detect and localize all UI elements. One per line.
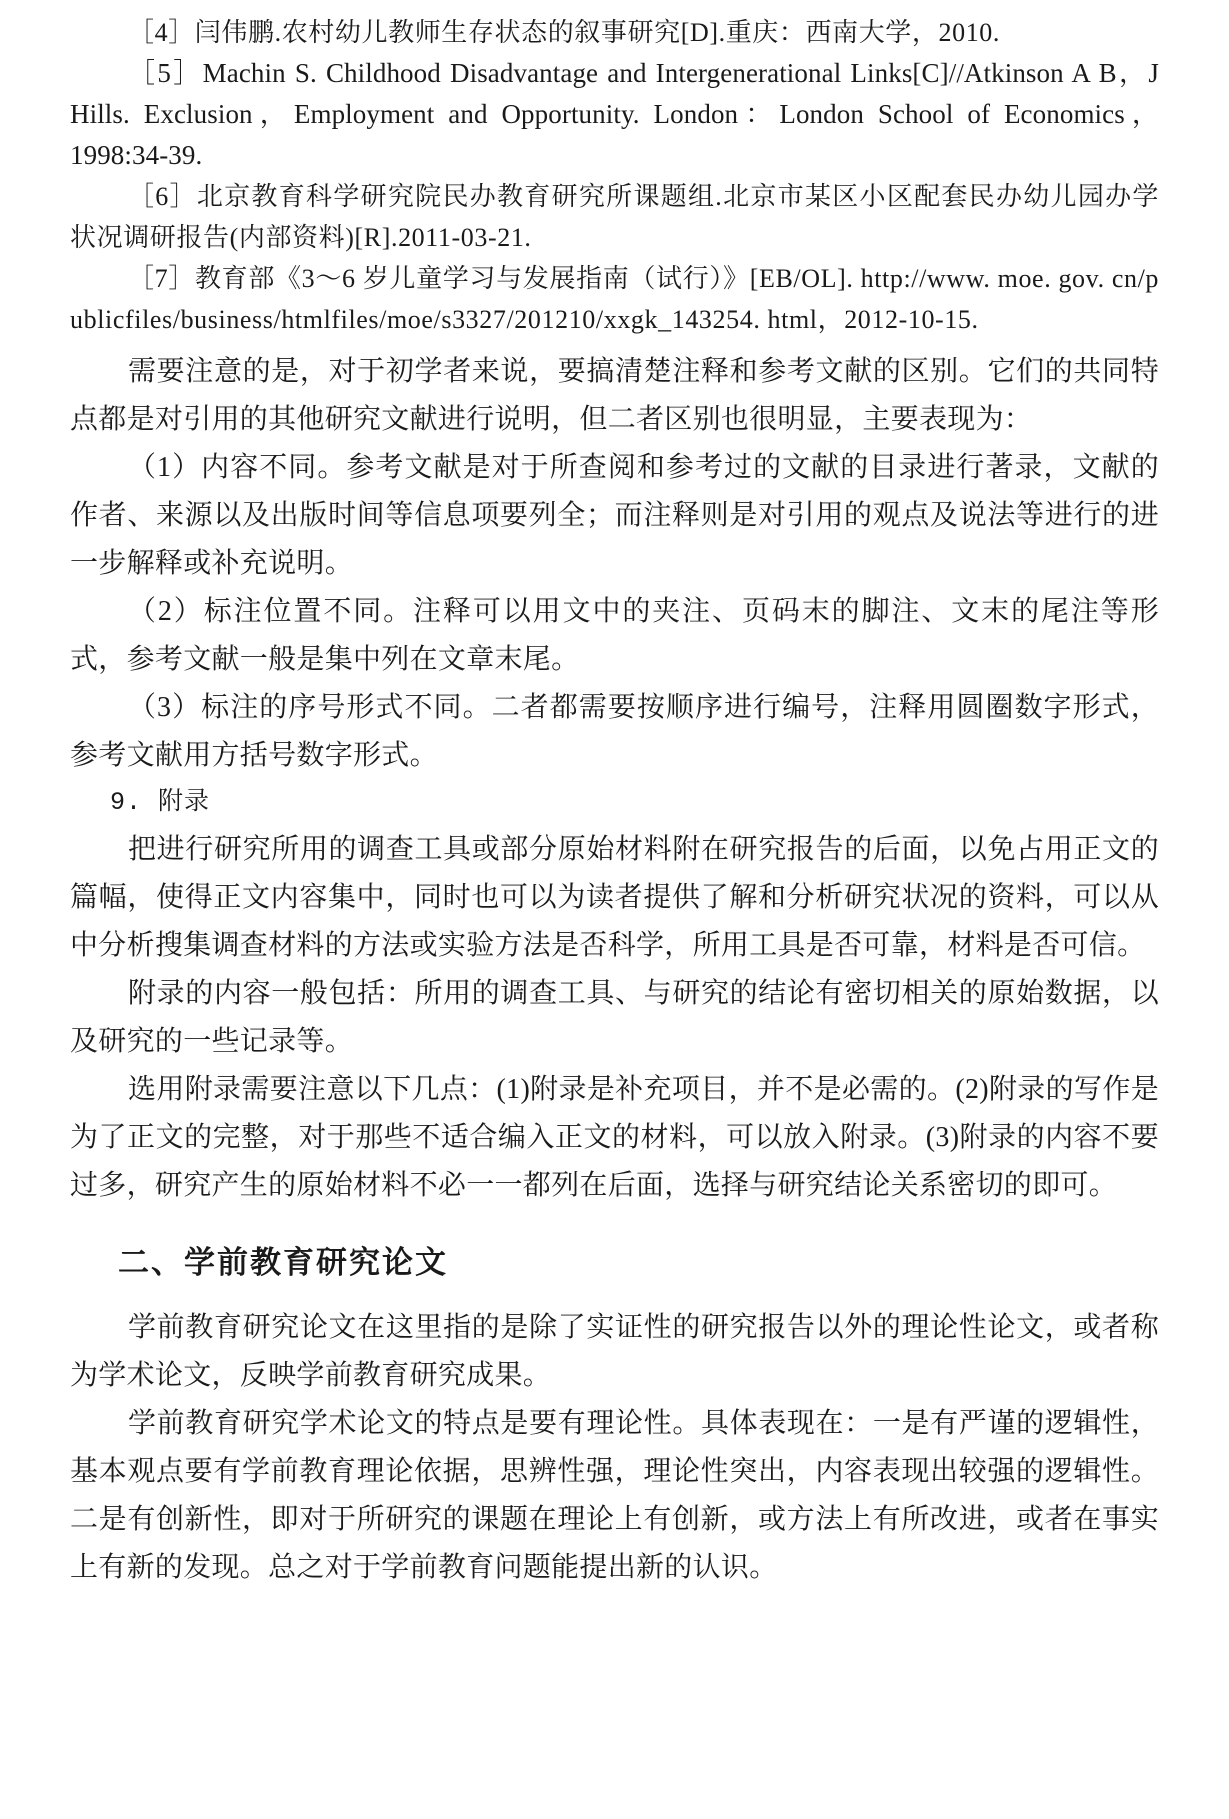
paragraph-section-2: 学前教育研究学术论文的特点是要有理论性。具体表现在：一是有严谨的逻辑性，基本观点要有学前教育理论依据，思辨性强，理论性突出，内容表现出较强的逻辑性。二是有创新性，即对于所研究的课题在理论上有创新，或方法上有所改进，或者在事实上有新的发现。总之对于学前教育问题能提出新的认识。 (70, 1408, 1159, 1583)
paragraph-point-2: （2）标注位置不同。注释可以用文中的夹注、页码末的脚注、文末的尾注等形式，参考文献一般是集中列在文章末尾。 (70, 596, 1159, 675)
reference-list (70, 12, 1159, 340)
paragraph-point-1: （1）内容不同。参考文献是对于所查阅和参考过的文献的目录进行著录，文献的作者、来源以及出版时间等信息项要列全；而注释则是对引用的观点及说法等进行的进一步解释或补充说明。 (70, 452, 1159, 579)
spacer-after-references (70, 340, 1159, 348)
paragraph-point-3: （3）标注的序号形式不同。二者都需要按顺序进行编号，注释用圆圈数字形式，参考文献用方括号数字形式。 (70, 692, 1159, 771)
paragraph-appendix-2: 附录的内容一般包括：所用的调查工具、与研究的结论有密切相关的原始数据，以及研究的一些记录等。 (70, 978, 1159, 1057)
reference-item-4: ［4］闫伟鹏.农村幼儿教师生存状态的叙事研究[D].重庆：西南大学，2010. (128, 18, 1000, 47)
paragraph-note-difference: 需要注意的是，对于初学者来说，要搞清楚注释和参考文献的区别。它们的共同特点都是对引用的其他研究文献进行说明，但二者区别也很明显，主要表现为： (70, 356, 1159, 435)
reference-item-7: ［7］教育部《3～6 岁儿童学习与发展指南（试行）》[EB/OL]. http://www. moe. gov. cn/publicfiles/business/htmlfiles/moe/s3327/201210/xxgk_143254. html，2012-10-15. (70, 264, 1159, 334)
reference-item-5: ［5］Machin S. Childhood Disadvantage and Intergenerational Links[C]//Atkinson A B，J Hills. Exclusion，Employment and Opportunity. London：London School of Economics，1998:34-39. (70, 58, 1159, 170)
section-heading-preschool-research-paper: 二、学前教育研究论文 (118, 1245, 448, 1281)
paragraph-appendix-3: 选用附录需要注意以下几点：(1)附录是补充项目，并不是必需的。(2)附录的写作是为了正文的完整，对于那些不适合编入正文的材料，可以放入附录。(3)附录的内容不要过多，研究产生的原始材料不必一一都列在后面，选择与研究结论关系密切的即可。 (70, 1074, 1159, 1201)
reference-item-6: ［6］北京教育科学研究院民办教育研究所课题组.北京市某区小区配套民办幼儿园办学状况调研报告(内部资料)[R].2011-03-21. (70, 182, 1159, 252)
subheading-appendix: 9. 附录 (110, 788, 211, 817)
paragraph-section-1: 学前教育研究论文在这里指的是除了实证性的研究报告以外的理论性论文，或者称为学术论文，反映学前教育研究成果。 (70, 1312, 1159, 1391)
paragraph-appendix-1: 把进行研究所用的调查工具或部分原始材料附在研究报告的后面，以免占用正文的篇幅，使得正文内容集中，同时也可以为读者提供了解和分析研究状况的资料，可以从中分析搜集调查材料的方法或实验方法是否科学，所用工具是否可靠，材料是否可信。 (70, 834, 1159, 961)
